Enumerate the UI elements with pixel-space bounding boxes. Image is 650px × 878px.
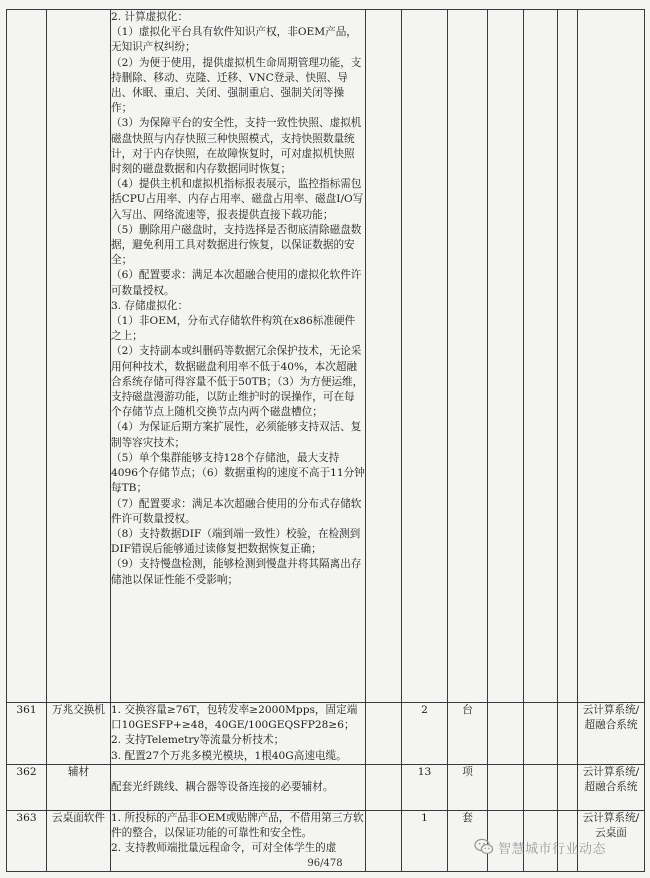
desc-line: 3. 配置27个万兆多模光模块，1根40G高速电缆。 xyxy=(111,749,347,762)
cell-qty: 13 xyxy=(402,765,448,811)
cell-category: 云计算系统/云桌面 xyxy=(578,811,645,872)
desc-line: （5）单个集群能够支持128个存储池，最大支持4096个存储节点；（6）数据重构的速度不高于11分钟每TB； xyxy=(111,451,365,495)
cell-blank xyxy=(366,10,402,703)
cell-no: 361 xyxy=(7,703,47,765)
cell-blank xyxy=(524,765,558,811)
desc-line: 3. 存储虚拟化： xyxy=(111,299,189,312)
desc-line: （2）支持副本或纠删码等数据冗余保护技术，无论采用何种技术，数据磁盘利用率不低于40%，本次超融合系统存储可得容量不低于50TB；（3）为方便运维，支持磁盘漫游功能，以防止维护时的误操作，可在每个存储节点上随机交换节点内两个磁盘槽位； xyxy=(111,345,364,419)
desc-line: （5）删除用户磁盘时，支持选择是否彻底清除磁盘数据，避免利用工具对数据进行恢复，以保证数据的安全； xyxy=(111,223,362,267)
cell-qty xyxy=(402,10,448,703)
cell-qty: 1 xyxy=(402,811,448,872)
desc-line: （1）非OEM，分布式存储软件构筑在x86标准硬件之上； xyxy=(111,315,356,343)
page-number: 96/478 xyxy=(307,858,343,869)
cell-no xyxy=(7,10,47,703)
cell-qty: 2 xyxy=(402,703,448,765)
desc-line: （7）配置要求：满足本次超融合使用的分布式存储软件许可数量授权。 xyxy=(111,497,362,525)
cell-blank xyxy=(366,765,402,811)
cell-category: 云计算系统/超融合系统 xyxy=(578,765,645,811)
desc-line: 1. 所投标的产品非OEM或贴牌产品，不借用第三方软件的整合，以保证功能的可靠性和安全性。 xyxy=(111,812,364,840)
cell-blank xyxy=(488,703,524,765)
cell-blank xyxy=(558,10,578,703)
cell-blank xyxy=(524,10,558,703)
cell-blank xyxy=(488,10,524,703)
cell-name: 辅材 xyxy=(47,765,111,811)
spec-table xyxy=(6,9,645,872)
table-row xyxy=(7,765,645,811)
cell-category: 云计算系统/超融合系统 xyxy=(578,703,645,765)
desc-line: 2. 计算虚拟化： xyxy=(111,11,189,23)
desc-line: 1. 交换容量≥76T，包转发率≥2000Mpps，固定端口10GESFP+≥48，40GE/100GEQSFP28≥6； xyxy=(111,704,358,732)
desc-line: （8）支持数据DIF（端到端一致性）校验，在检测到DIF错误后能够通过读修复把数据恢复正确； xyxy=(111,527,361,556)
desc-line: 配套光纤跳线、耦合器等设备连接的必要辅材。 xyxy=(111,780,334,793)
wechat-icon xyxy=(474,838,494,856)
desc-line: （2）为便于使用，提供虚拟机生命周期管理功能，支持删除、移动、克隆、迁移、VNC登录、快照、导出、休眠、重启、关闭、强制重启、强制关闭等操作； xyxy=(111,56,362,115)
desc-line: （4）提供主机和虚拟机指标报表展示，监控指标需包括CPU占用率、内存占用率、磁盘占用率、磁盘I/O写入写出、网络流速等，报表提供直接下载功能； xyxy=(111,178,364,221)
watermark xyxy=(474,834,644,860)
cell-no: 363 xyxy=(7,811,47,872)
cell-blank xyxy=(524,703,558,765)
cell-name xyxy=(47,10,111,703)
cell-description xyxy=(111,703,366,765)
desc-line: 2. 支持教师端批量远程命令，可对全体学生的虚 xyxy=(111,842,337,855)
cell-blank xyxy=(558,765,578,811)
cell-unit: 套 xyxy=(448,811,488,872)
cell-blank xyxy=(558,703,578,765)
cell-unit xyxy=(448,10,488,703)
cell-no: 362 xyxy=(7,765,47,811)
cell-unit: 台 xyxy=(448,703,488,765)
desc-line: （6）配置要求：满足本次超融合使用的虚拟化软件许可数量授权。 xyxy=(111,269,362,297)
desc-line: 2. 支持Telemetry等流量分析技术； xyxy=(111,734,285,747)
cell-blank xyxy=(488,765,524,811)
cell-description xyxy=(111,765,366,811)
table-row-continued xyxy=(7,10,645,703)
cell-description xyxy=(111,10,366,703)
watermark-text: 智慧城市行业动态 xyxy=(498,841,607,857)
cell-name: 万兆交换机 xyxy=(47,703,111,765)
desc-line: （4）为保证后期方案扩展性，必须能够支持双活、复制等容灾技术； xyxy=(111,421,362,449)
desc-line: （3）为保障平台的安全性，支持一致性快照、虚拟机磁盘快照与内存快照三种快照模式，支持快照数量统计，对于内存快照，在故障恢复时，可对虚拟机快照时刻的磁盘数据和内存数据同时恢复； xyxy=(111,117,362,176)
desc-line: （9）支持慢盘检测，能够检测到慢盘并将其隔离出存储池以保证性能不受影响； xyxy=(111,558,362,586)
cell-name: 云桌面软件 xyxy=(47,811,111,872)
cell-blank xyxy=(366,703,402,765)
table-row xyxy=(7,703,645,765)
cell-unit: 项 xyxy=(448,765,488,811)
cell-category xyxy=(578,10,645,703)
desc-line: （1）虚拟化平台具有软件知识产权，非OEM产品，无知识产权纠纷； xyxy=(111,26,357,54)
